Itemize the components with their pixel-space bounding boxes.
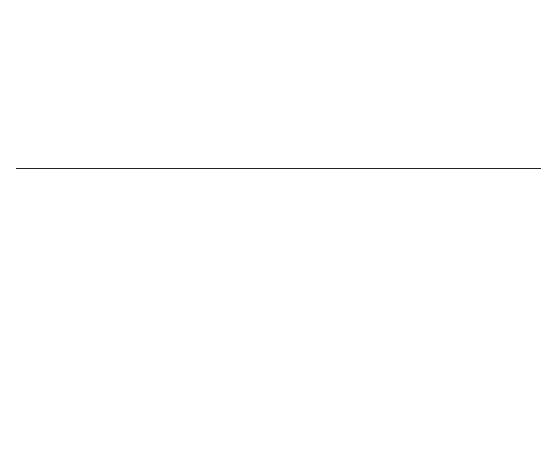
table-top-rule [16, 168, 541, 169]
